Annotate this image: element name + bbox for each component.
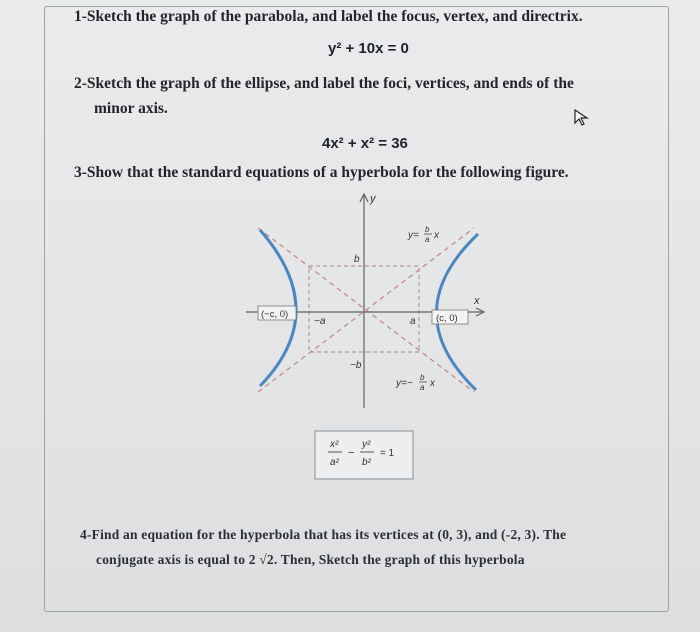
left-focus-label: (−c, 0) (261, 309, 289, 320)
hyperbola-figure (240, 190, 500, 420)
asymptote-top-den: a (425, 235, 430, 244)
question-4-line2: conjugate axis is equal to 2 √2. Then, Sketch the graph of this hyperbola (96, 552, 525, 567)
question-1-text: 1-Sketch the graph of the parabola, and label the focus, vertex, and directrix. (74, 8, 583, 25)
question-1-equation: y² + 10x = 0 (328, 40, 409, 57)
formula-b2: b² (362, 457, 371, 468)
question-3-text: 3-Show that the standard equations of a hyperbola for the following figure. (74, 164, 569, 181)
cursor-icon (573, 108, 593, 126)
x-axis-label: x (474, 295, 480, 307)
formula-a2: a² (330, 457, 339, 468)
asymptote-bottom-num: b (420, 373, 425, 382)
asymptote-bottom-lhs: y=− (396, 378, 413, 389)
label-a: a (410, 316, 416, 327)
question-2-text-line2: minor axis. (94, 100, 168, 117)
asymptote-top-num: b (425, 225, 430, 234)
question-4-line1: 4-Find an equation for the hyperbola that has its vertices at (0, 3), and (-2, 3). The (80, 527, 567, 542)
asymptote-top-lhs: y= (408, 230, 419, 241)
asymptote-bottom-den: a (420, 383, 425, 392)
hyperbola-formula-box (314, 430, 414, 480)
y-axis-label: y (370, 193, 376, 205)
asymptote-bottom-var: x (430, 378, 435, 389)
formula-y2: y² (362, 439, 371, 450)
formula-equals-one: = 1 (380, 448, 395, 459)
formula-minus: − (348, 447, 355, 459)
right-focus-label: (c, 0) (436, 313, 458, 324)
label-neg-b: −b (350, 360, 362, 371)
formula-x2: x² (330, 439, 339, 450)
question-2-text-line1: 2-Sketch the graph of the ellipse, and label the foci, vertices, and ends of the (74, 75, 574, 92)
asymptote-top-var: x (434, 230, 439, 241)
label-b: b (354, 254, 360, 265)
label-neg-a: −a (314, 316, 326, 327)
question-2-equation: 4x² + x² = 36 (322, 135, 408, 152)
